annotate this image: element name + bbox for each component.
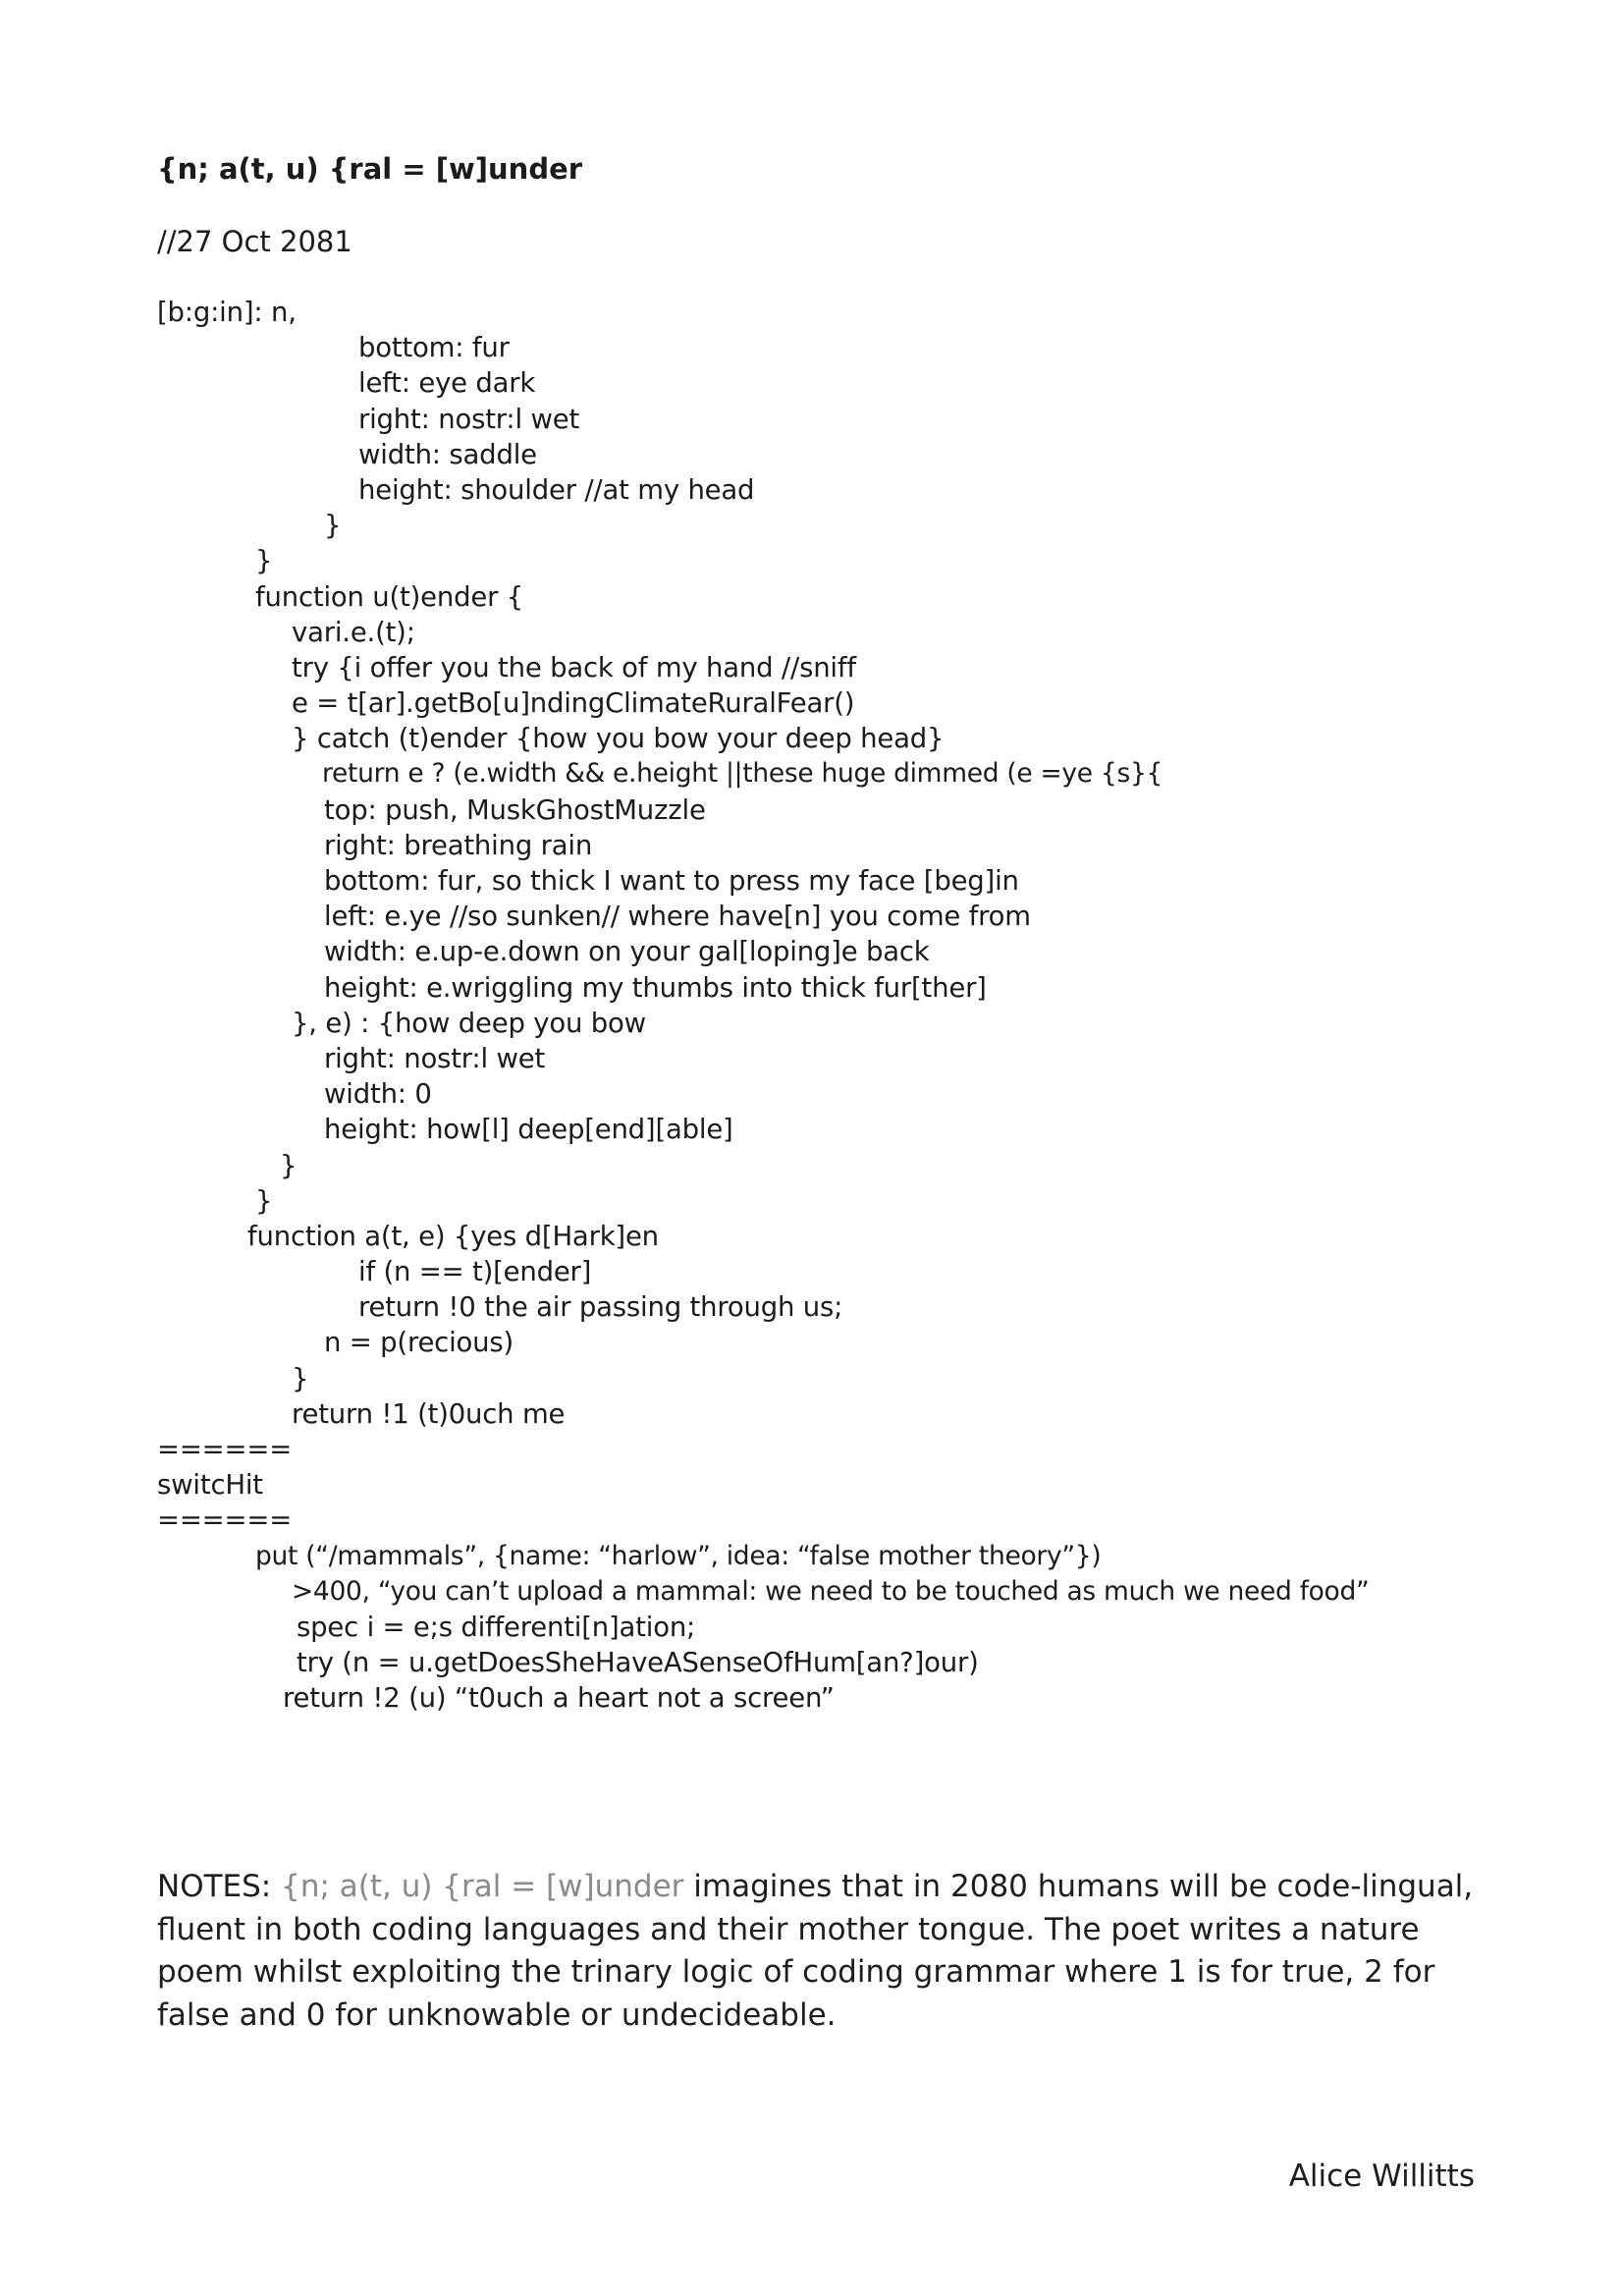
poem-line: function u(t)ender { [255, 580, 524, 613]
poem-line: } [292, 1362, 309, 1394]
poem-line: }, e) : {how deep you bow [292, 1007, 646, 1039]
poem-line: vari.e.(t); [292, 616, 415, 648]
poem-line: left: e.ye //so sunken// where have[n] you come from [324, 901, 1031, 933]
poem-line: e = t[ar].getBo[u]ndingClimateRuralFear() [292, 687, 855, 720]
poem-line: } [255, 545, 273, 577]
poem-line: n = p(recious) [324, 1327, 514, 1359]
poem-line: ====== [157, 1434, 293, 1465]
poem-line: width: e.up-e.down on your gal[loping]e back [324, 936, 930, 968]
poem-line: return e ? (e.width && e.height ||these huge dimmed (e =ye {s}{ [322, 758, 1163, 790]
poem-line: spec i = e;s differenti[n]ation; [297, 1611, 696, 1643]
poem-line: top: push, MuskGhostMuzzle [324, 793, 706, 826]
poem-line: switcHit [157, 1469, 263, 1502]
poem-line: if (n == t)[ender] [358, 1256, 592, 1288]
poem-line: } [255, 1184, 273, 1217]
poem-line: width: 0 [324, 1078, 432, 1111]
poem-line: try {i offer you the back of my hand //sniff [292, 651, 856, 683]
notes-poem-title: {n; a(t, u) {ral = [w]under [281, 1869, 684, 1904]
poem-line: left: eye dark [358, 367, 536, 400]
poem-line: return !0 the air passing through us; [358, 1291, 843, 1324]
poem-line: return !2 (u) “t0uch a heart not a screen” [283, 1682, 835, 1715]
poem-line: height: e.wriggling my thumbs into thick fur[ther] [324, 971, 987, 1004]
poem-line: >400, “you can’t upload a mammal: we need to be touched as much we need food” [292, 1575, 1370, 1607]
poem-line: right: breathing rain [324, 829, 593, 861]
author-name: Alice Willitts [1288, 2159, 1475, 2194]
poem-body [157, 295, 1512, 1717]
poem-line: } [280, 1149, 297, 1181]
poem-line: right: nostr:l wet [358, 403, 580, 435]
poem-line: ====== [157, 1504, 293, 1537]
poem-line: right: nostr:l wet [324, 1042, 546, 1074]
poem-title: {n; a(t, u) {ral = [w]under [157, 152, 583, 186]
poem-line: width: saddle [358, 438, 537, 470]
poem-line: function a(t, e) {yes d[Hark]en [247, 1220, 659, 1252]
poem-line: bottom: fur [358, 332, 510, 364]
poem-line: [b:g:in]: n, [157, 297, 297, 328]
poem-line: put (“/mammals”, {name: “harlow”, idea: “false mother theory”}) [255, 1540, 1102, 1571]
notes-text: imagines that in 2080 humans will be code-lingual, fluent in both coding languages and their mother tongue. The poet writes a nature poem whilst exploiting the trinary logic of coding grammar where 1 is for true, 2 for false and 0 for unknowable or undecideable. [157, 1869, 1474, 2033]
poem-line: return !1 (t)0uch me [292, 1397, 566, 1430]
poem-line: height: shoulder //at my head [358, 473, 755, 506]
poem-line: height: how[l] deep[end][able] [324, 1114, 733, 1146]
poem-line: bottom: fur, so thick I want to press my face [beg]in [324, 865, 1019, 897]
poem-date: //27 Oct 2081 [157, 225, 352, 258]
notes-label: NOTES: [157, 1869, 282, 1904]
poem-line: } catch (t)ender {how you bow your deep head} [292, 723, 945, 755]
notes [157, 1866, 1478, 2037]
poem-line: } [324, 510, 342, 542]
poem-line: try (n = u.getDoesSheHaveASenseOfHum[an?]our) [297, 1647, 979, 1679]
